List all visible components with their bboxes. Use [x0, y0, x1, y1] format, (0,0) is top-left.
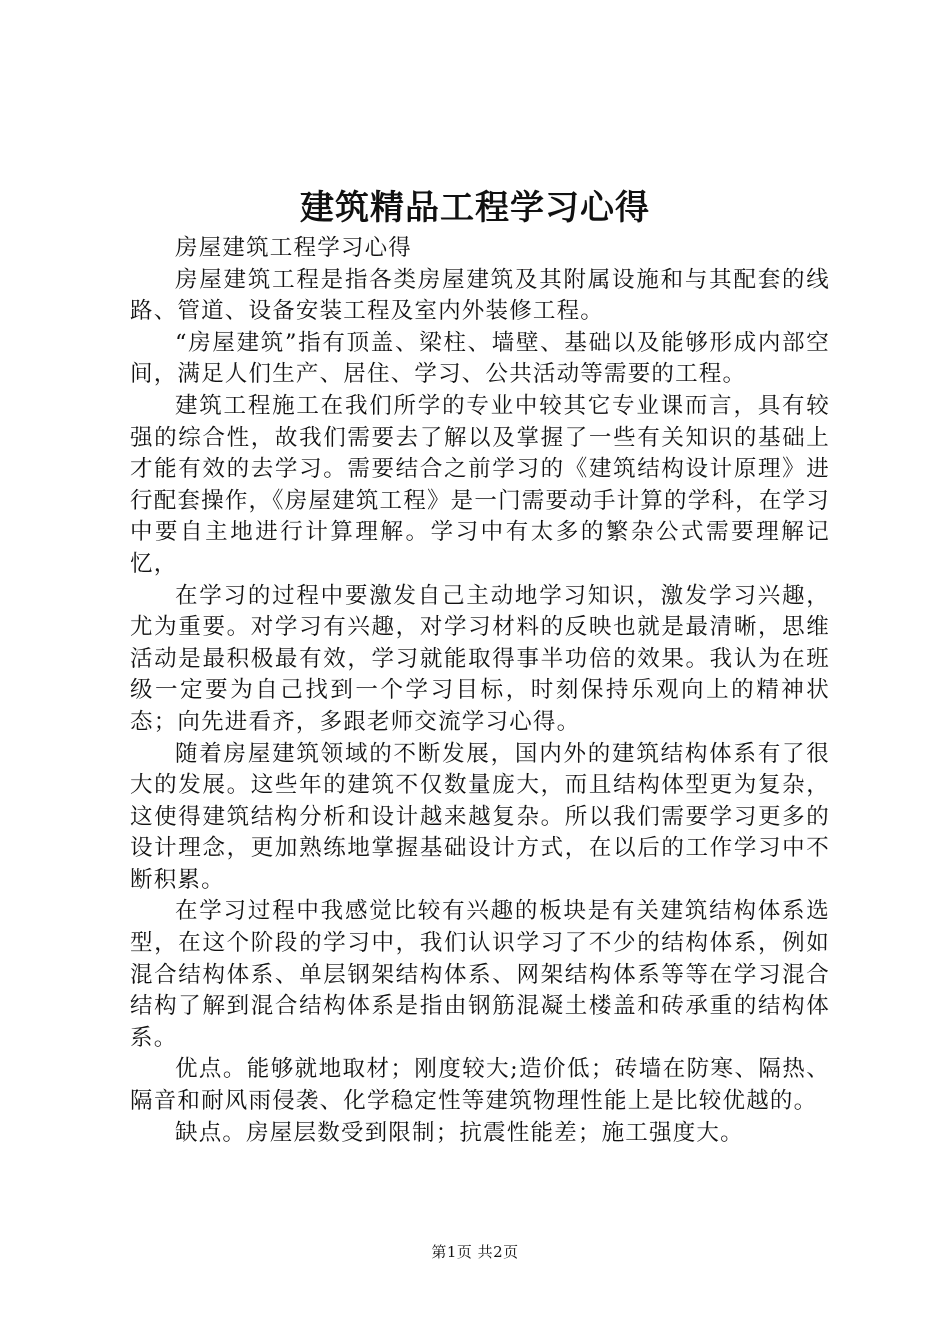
paragraph: 优点。能够就地取材；刚度较大;造价低；砖墙在防寒、隔热、隔音和耐风雨侵袭、化学稳定性等建筑物理性能上是比较优越的。: [130, 1056, 830, 1115]
paragraph: 房屋建筑工程是指各类房屋建筑及其附属设施和与其配套的线路、管道、设备安装工程及室内外装修工程。: [130, 266, 830, 325]
paragraph: 随着房屋建筑领域的不断发展，国内外的建筑结构体系有了很大的发展。这些年的建筑不仅数量庞大，而且结构体型更为复杂，这使得建筑结构分析和设计越来越复杂。所以我们需要学习更多的设计理念，更加熟练地掌握基础设计方式，在以后的工作学习中不断积累。: [130, 740, 830, 893]
paragraph: 缺点。房屋层数受到限制；抗震性能差；施工强度大。: [175, 1119, 744, 1146]
paragraph-subtitle: 房屋建筑工程学习心得: [175, 235, 413, 261]
document-title: 建筑精品工程学习心得: [300, 188, 650, 228]
page-number-footer: 第1页 共2页: [431, 1243, 519, 1261]
paragraph: 建筑工程施工在我们所学的专业中较其它专业课而言，具有较强的综合性，故我们需要去了解以及掌握了一些有关知识的基础上才能有效的去学习。需要结合之前学习的《建筑结构设计原理》进行配套操作，《房屋建筑工程》是一门需要动手计算的学科，在学习中要自主地进行计算理解。学习中有太多的繁杂公式需要理解记忆，: [130, 392, 830, 577]
paragraph: 在学习过程中我感觉比较有兴趣的板块是有关建筑结构体系选型，在这个阶段的学习中，我们认识学习了不少的结构体系，例如混合结构体系、单层钢架结构体系、网架结构体系等等在学习混合结构了解到混合结构体系是指由钢筋混凝土楼盖和砖承重的结构体系。: [130, 898, 830, 1051]
paragraph: “房屋建筑”指有顶盖、梁柱、墙壁、基础以及能够形成内部空间，满足人们生产、居住、学习、公共活动等需要的工程。: [130, 329, 830, 388]
paragraph: 在学习的过程中要激发自己主动地学习知识，激发学习兴趣，尤为重要。对学习有兴趣，对学习材料的反映也就是最清晰，思维活动是最积极最有效，学习就能取得事半功倍的效果。我认为在班级一定要为自己找到一个学习目标，时刻保持乐观向上的精神状态；向先进看齐，多跟老师交流学习心得。: [130, 582, 830, 735]
document-body: [130, 233, 830, 1149]
